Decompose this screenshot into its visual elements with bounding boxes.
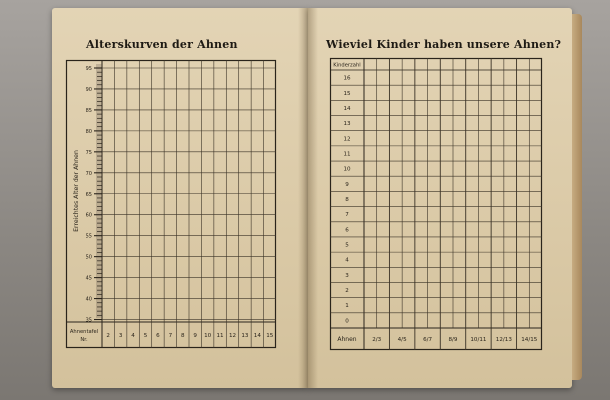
open-booklet [52, 8, 572, 388]
age-label: 95 [85, 66, 92, 72]
age-axis-label: Erreichtes Alter der Ahnen [73, 150, 80, 232]
children-count-grid [330, 58, 542, 350]
age-label: 70 [85, 170, 92, 177]
ancestor-column-label: 15 [266, 333, 274, 339]
ancestor-column-label: 2 [106, 333, 110, 339]
children-count-label: 10 [343, 166, 351, 173]
age-label: 35 [85, 317, 92, 324]
age-label: 45 [85, 275, 92, 282]
ancestor-pair-label: 6/7 [423, 337, 433, 343]
age-label: 80 [85, 128, 92, 135]
ancestor-table-label: Ahnentafel [69, 329, 99, 335]
children-count-label: 11 [343, 151, 351, 158]
children-count-label: 0 [345, 318, 349, 325]
ancestor-pair-label: 10/11 [470, 337, 487, 343]
ancestor-column-label: 13 [241, 333, 249, 339]
ancestor-column-label: 8 [181, 333, 185, 339]
age-label: 85 [85, 107, 92, 114]
ancestor-column-label: 11 [216, 333, 224, 339]
ancestor-column-label: 14 [253, 333, 261, 339]
children-count-label: 4 [345, 257, 349, 264]
ancestors-footer-label: Ahnen [337, 336, 357, 343]
children-count-label: 5 [345, 242, 349, 249]
ancestor-column-label: 9 [193, 333, 197, 339]
ancestor-pair-label: 12/13 [495, 337, 512, 343]
age-ruler [96, 64, 102, 318]
children-count-label: 9 [345, 181, 349, 188]
children-count-label: 6 [345, 227, 349, 234]
children-count-label: 16 [343, 75, 351, 82]
age-label: 50 [85, 254, 92, 261]
children-count-label: 3 [345, 272, 349, 279]
children-count-label: 7 [345, 212, 349, 219]
ancestor-table-number-label: Nr. [80, 337, 88, 343]
children-count-label: 8 [345, 197, 349, 203]
age-label: 40 [85, 296, 92, 303]
children-count-label: 1 [345, 303, 349, 310]
grid-border [331, 59, 542, 350]
children-count-label: 15 [343, 90, 351, 97]
ancestor-pair-label: 14/15 [521, 337, 538, 343]
children-count-label: 12 [343, 136, 351, 143]
children-count-header: Kinderzahl [333, 62, 361, 69]
ancestor-column-label: 7 [168, 333, 173, 339]
age-label: 65 [85, 191, 92, 198]
age-curve-grid [66, 60, 276, 348]
ancestor-column-label: 4 [131, 333, 135, 339]
ancestor-pair-label: 2/3 [372, 337, 382, 343]
left-page [52, 8, 308, 388]
ancestor-column-label: 12 [228, 333, 237, 339]
ancestor-pair-label: 8/9 [448, 337, 458, 343]
right-page [308, 8, 572, 388]
children-count-label: 2 [345, 288, 349, 295]
age-label: 75 [85, 149, 92, 156]
children-count-label: 14 [343, 105, 351, 112]
ancestor-column-label: 6 [156, 333, 160, 339]
age-label: 60 [85, 212, 92, 219]
right-page-title: Wieviel Kinder haben unsere Ahnen? [326, 38, 562, 51]
ancestor-pair-label: 4/5 [397, 337, 407, 343]
ancestor-column-label: 10 [204, 333, 212, 339]
left-page-title: Alterskurven der Ahnen [86, 38, 238, 51]
children-count-label: 13 [343, 121, 351, 128]
ancestor-column-label: 5 [143, 333, 148, 339]
ancestor-column-label: 3 [118, 333, 123, 339]
age-label: 90 [85, 86, 92, 93]
age-label: 55 [85, 233, 92, 240]
